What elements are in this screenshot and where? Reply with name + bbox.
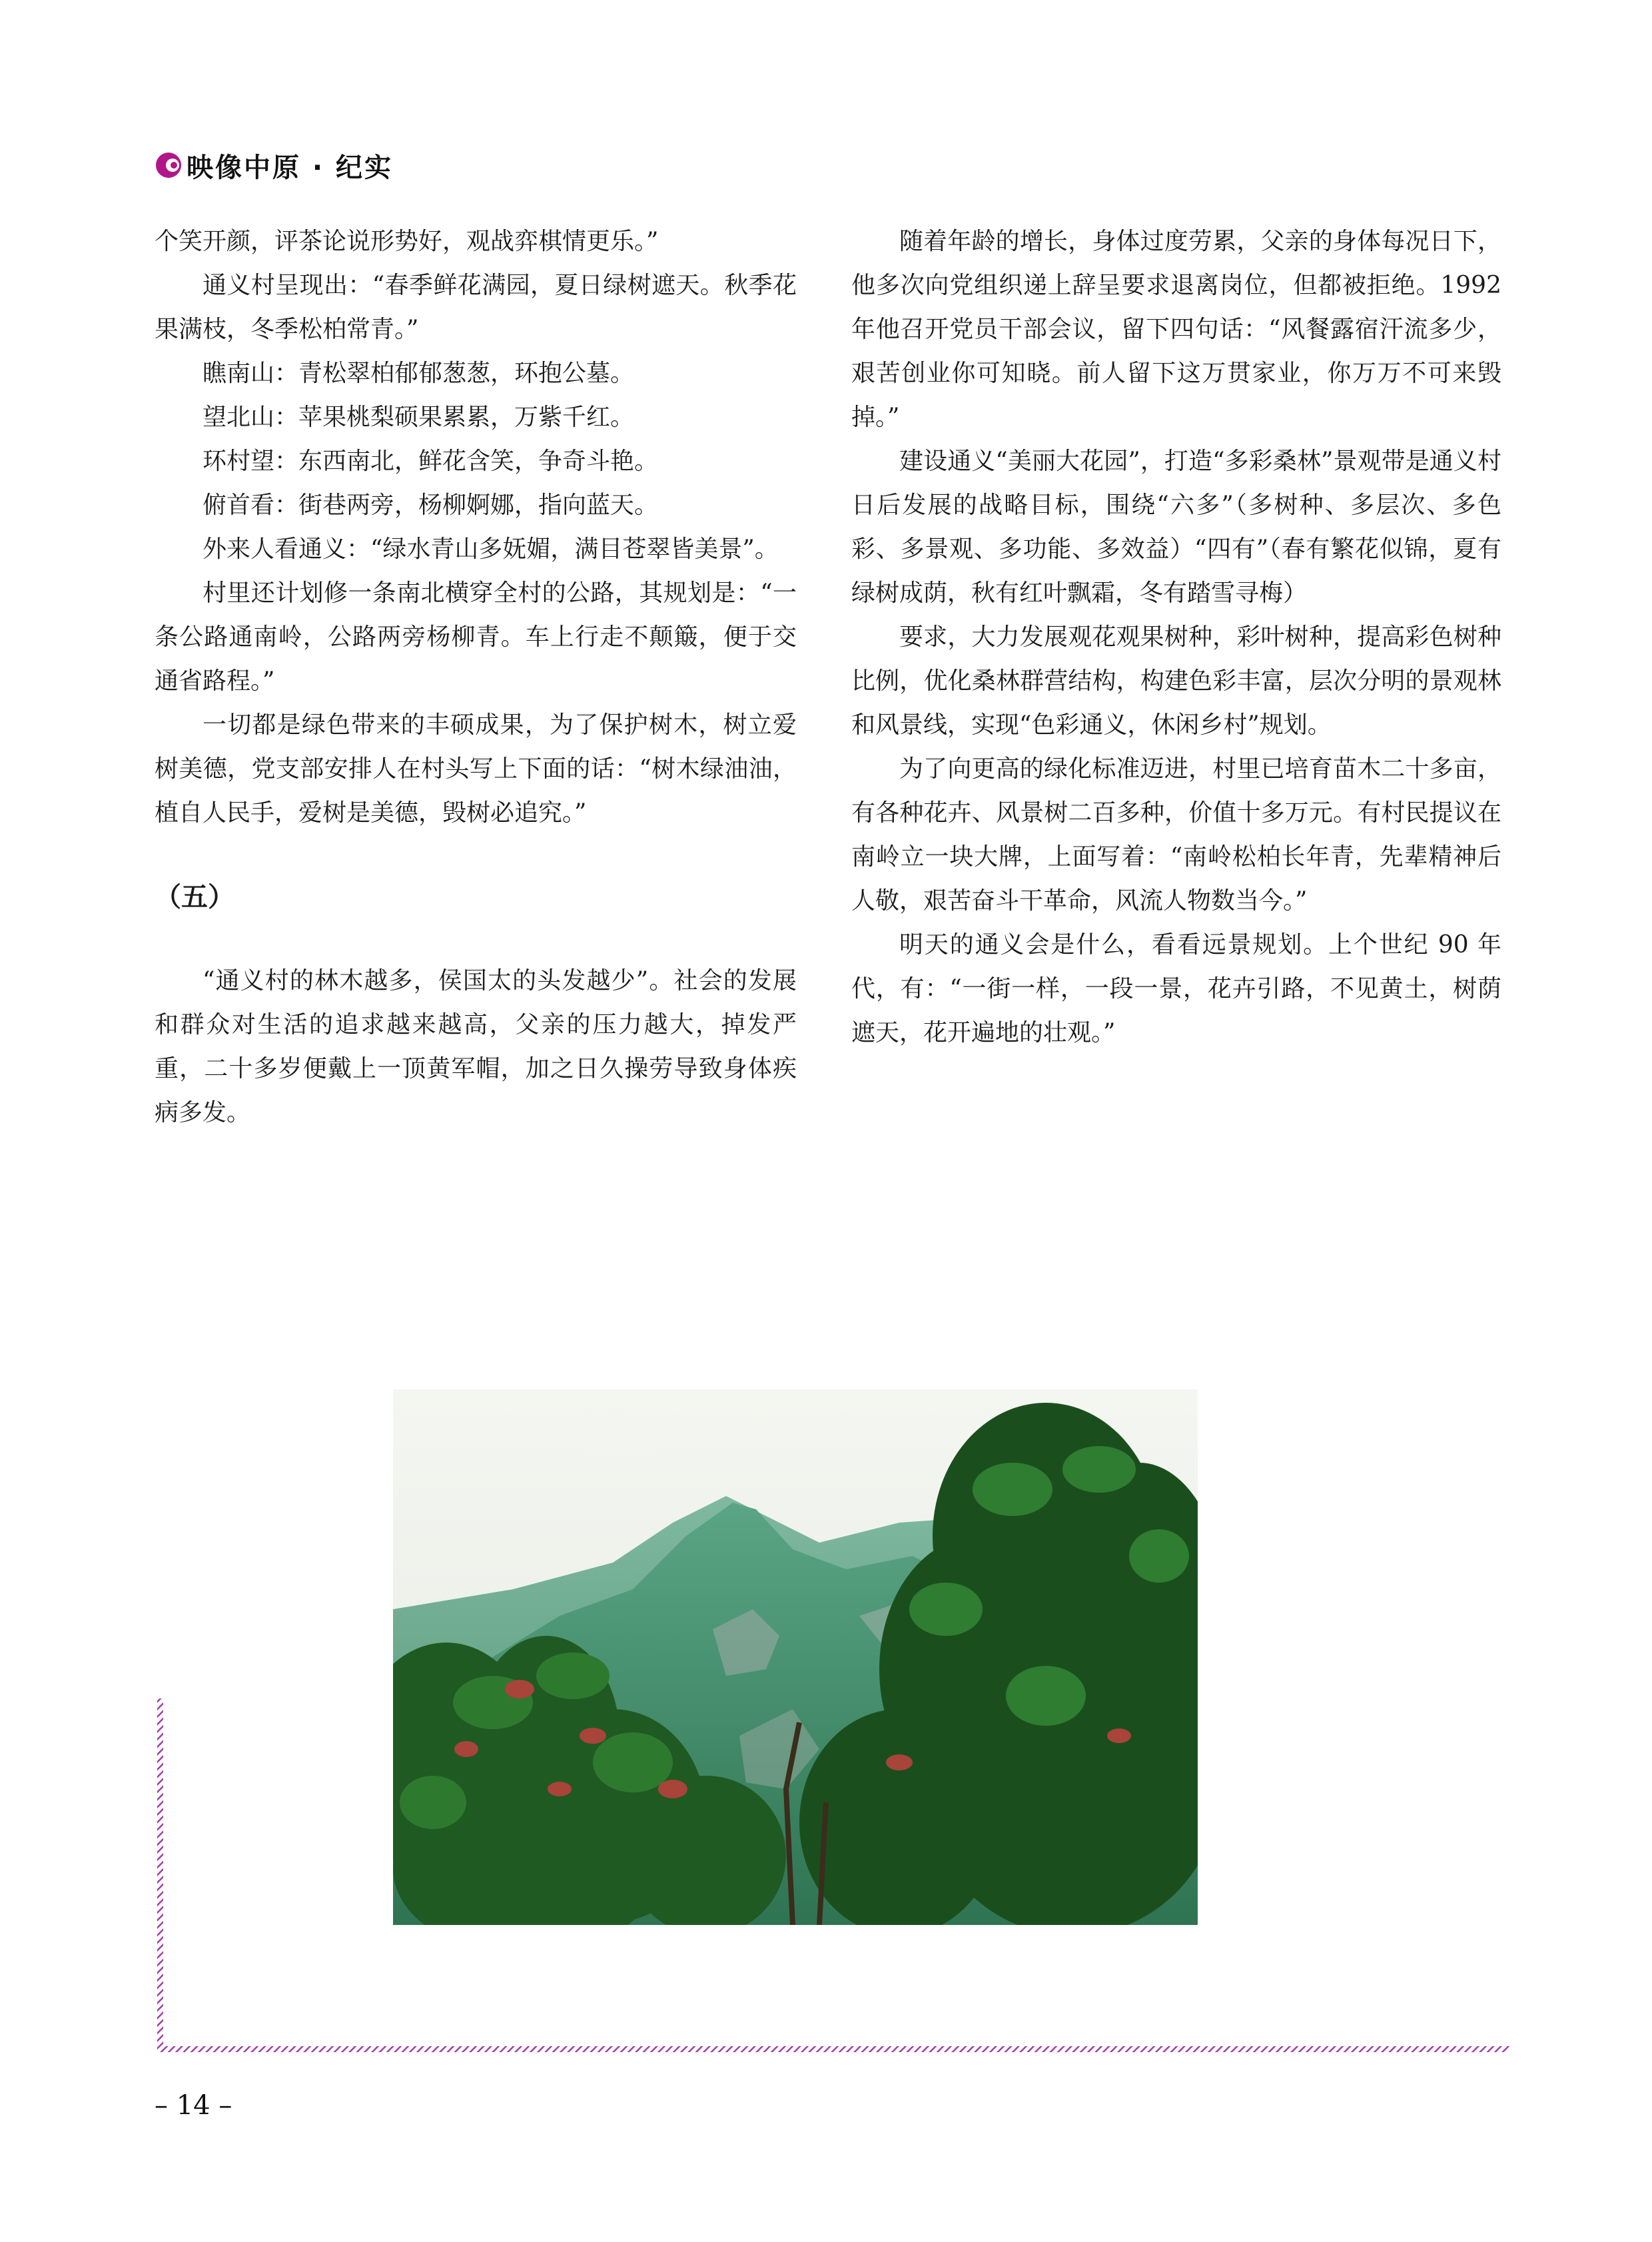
paragraph: 建设通义“美丽大花园”，打造“多彩桑林”景观带是通义村日后发展的战略目标，围绕“六多”（多树种、多层次、多色彩、多景观、多功能、多效益）“四有”（春有繁花似锦，夏有绿树成荫，秋有红叶飘霜，冬有踏雪寻梅） [851,448,1501,607]
paragraph: 望北山：苹果桃梨硕果累累，万紫千红。 [203,404,635,431]
magazine-section-title: 映像中原 · 纪实 [187,152,394,183]
paragraph: 随着年龄的增长，身体过度劳累，父亲的身体每况日下，他多次向党组织递上辞呈要求退离岗位，但都被拒绝。1992 年他召开党员干部会议，留下四句话：“风餐露宿汗流多少，艰苦创业你可知晓。前人留下这万贯家业，你万万不可来毁掉。” [851,228,1501,431]
mountain-landscape-photo [393,1389,1198,1925]
paragraph: 个笑开颜，评茶论说形势好，观战弈棋情更乐。” [155,228,659,255]
right-text-column [851,220,1501,1055]
magazine-logo-icon [155,151,183,179]
paragraph: 要求，大力发展观花观果树种，彩叶树种，提高彩色树种比例，优化桑林群营结构，构建色彩丰富，层次分明的景观林和风景线，实现“色彩通义，休闲乡村”规划。 [851,623,1501,739]
paragraph: 外来人看通义：“绿水青山多妩媚，满目苍翠皆美景”。 [203,536,779,563]
paragraph: 瞧南山：青松翠柏郁郁葱葱，环抱公墓。 [203,360,635,387]
page-number: – 14 – [155,2090,232,2121]
paragraph: 环村望：东西南北，鲜花含笑，争奇斗艳。 [203,448,659,475]
page-header [155,145,393,185]
photo-illustration [393,1389,1198,1925]
paragraph: 一切都是绿色带来的丰硕成果，为了保护树木，树立爱树美德，党支部安排人在村头写上下面的话：“树木绿油油，植自人民手，爱树是美德，毁树必追究。” [155,711,797,827]
left-text-column [155,220,797,1135]
paragraph: 为了向更高的绿化标准迈进，村里已培育苗木二十多亩，有各种花卉、风景树二百多种，价值十多万元。有村民提议在南岭立一块大牌，上面写着：“南岭松柏长年青，先辈精神后人敬，艰苦奋斗干革命，风流人物数当今。” [851,755,1501,915]
section-heading: （五） [155,882,234,913]
paragraph: 俯首看：街巷两旁，杨柳婀娜，指向蓝天。 [203,492,659,519]
paragraph: 通义村呈现出：“春季鲜花满园，夏日绿树遮天。秋季花果满枝，冬季松柏常青。” [155,272,797,343]
paragraph: 村里还计划修一条南北横穿全村的公路，其规划是：“一条公路通南岭，公路两旁杨柳青。车上行走不颠簸，便于交通省路程。” [155,579,797,695]
paragraph: “通义村的林木越多，侯国太的头发越少”。社会的发展和群众对生活的追求越来越高，父亲的压力越大，掉发严重，二十多岁便戴上一顶黄军帽，加之日久操劳导致身体疾病多发。 [155,967,797,1126]
paragraph: 明天的通义会是什么，看看远景规划。上个世纪 90 年代，有：“一街一样，一段一景，花卉引路，不见黄土，树荫遮天，花开遍地的壮观。” [851,931,1501,1046]
